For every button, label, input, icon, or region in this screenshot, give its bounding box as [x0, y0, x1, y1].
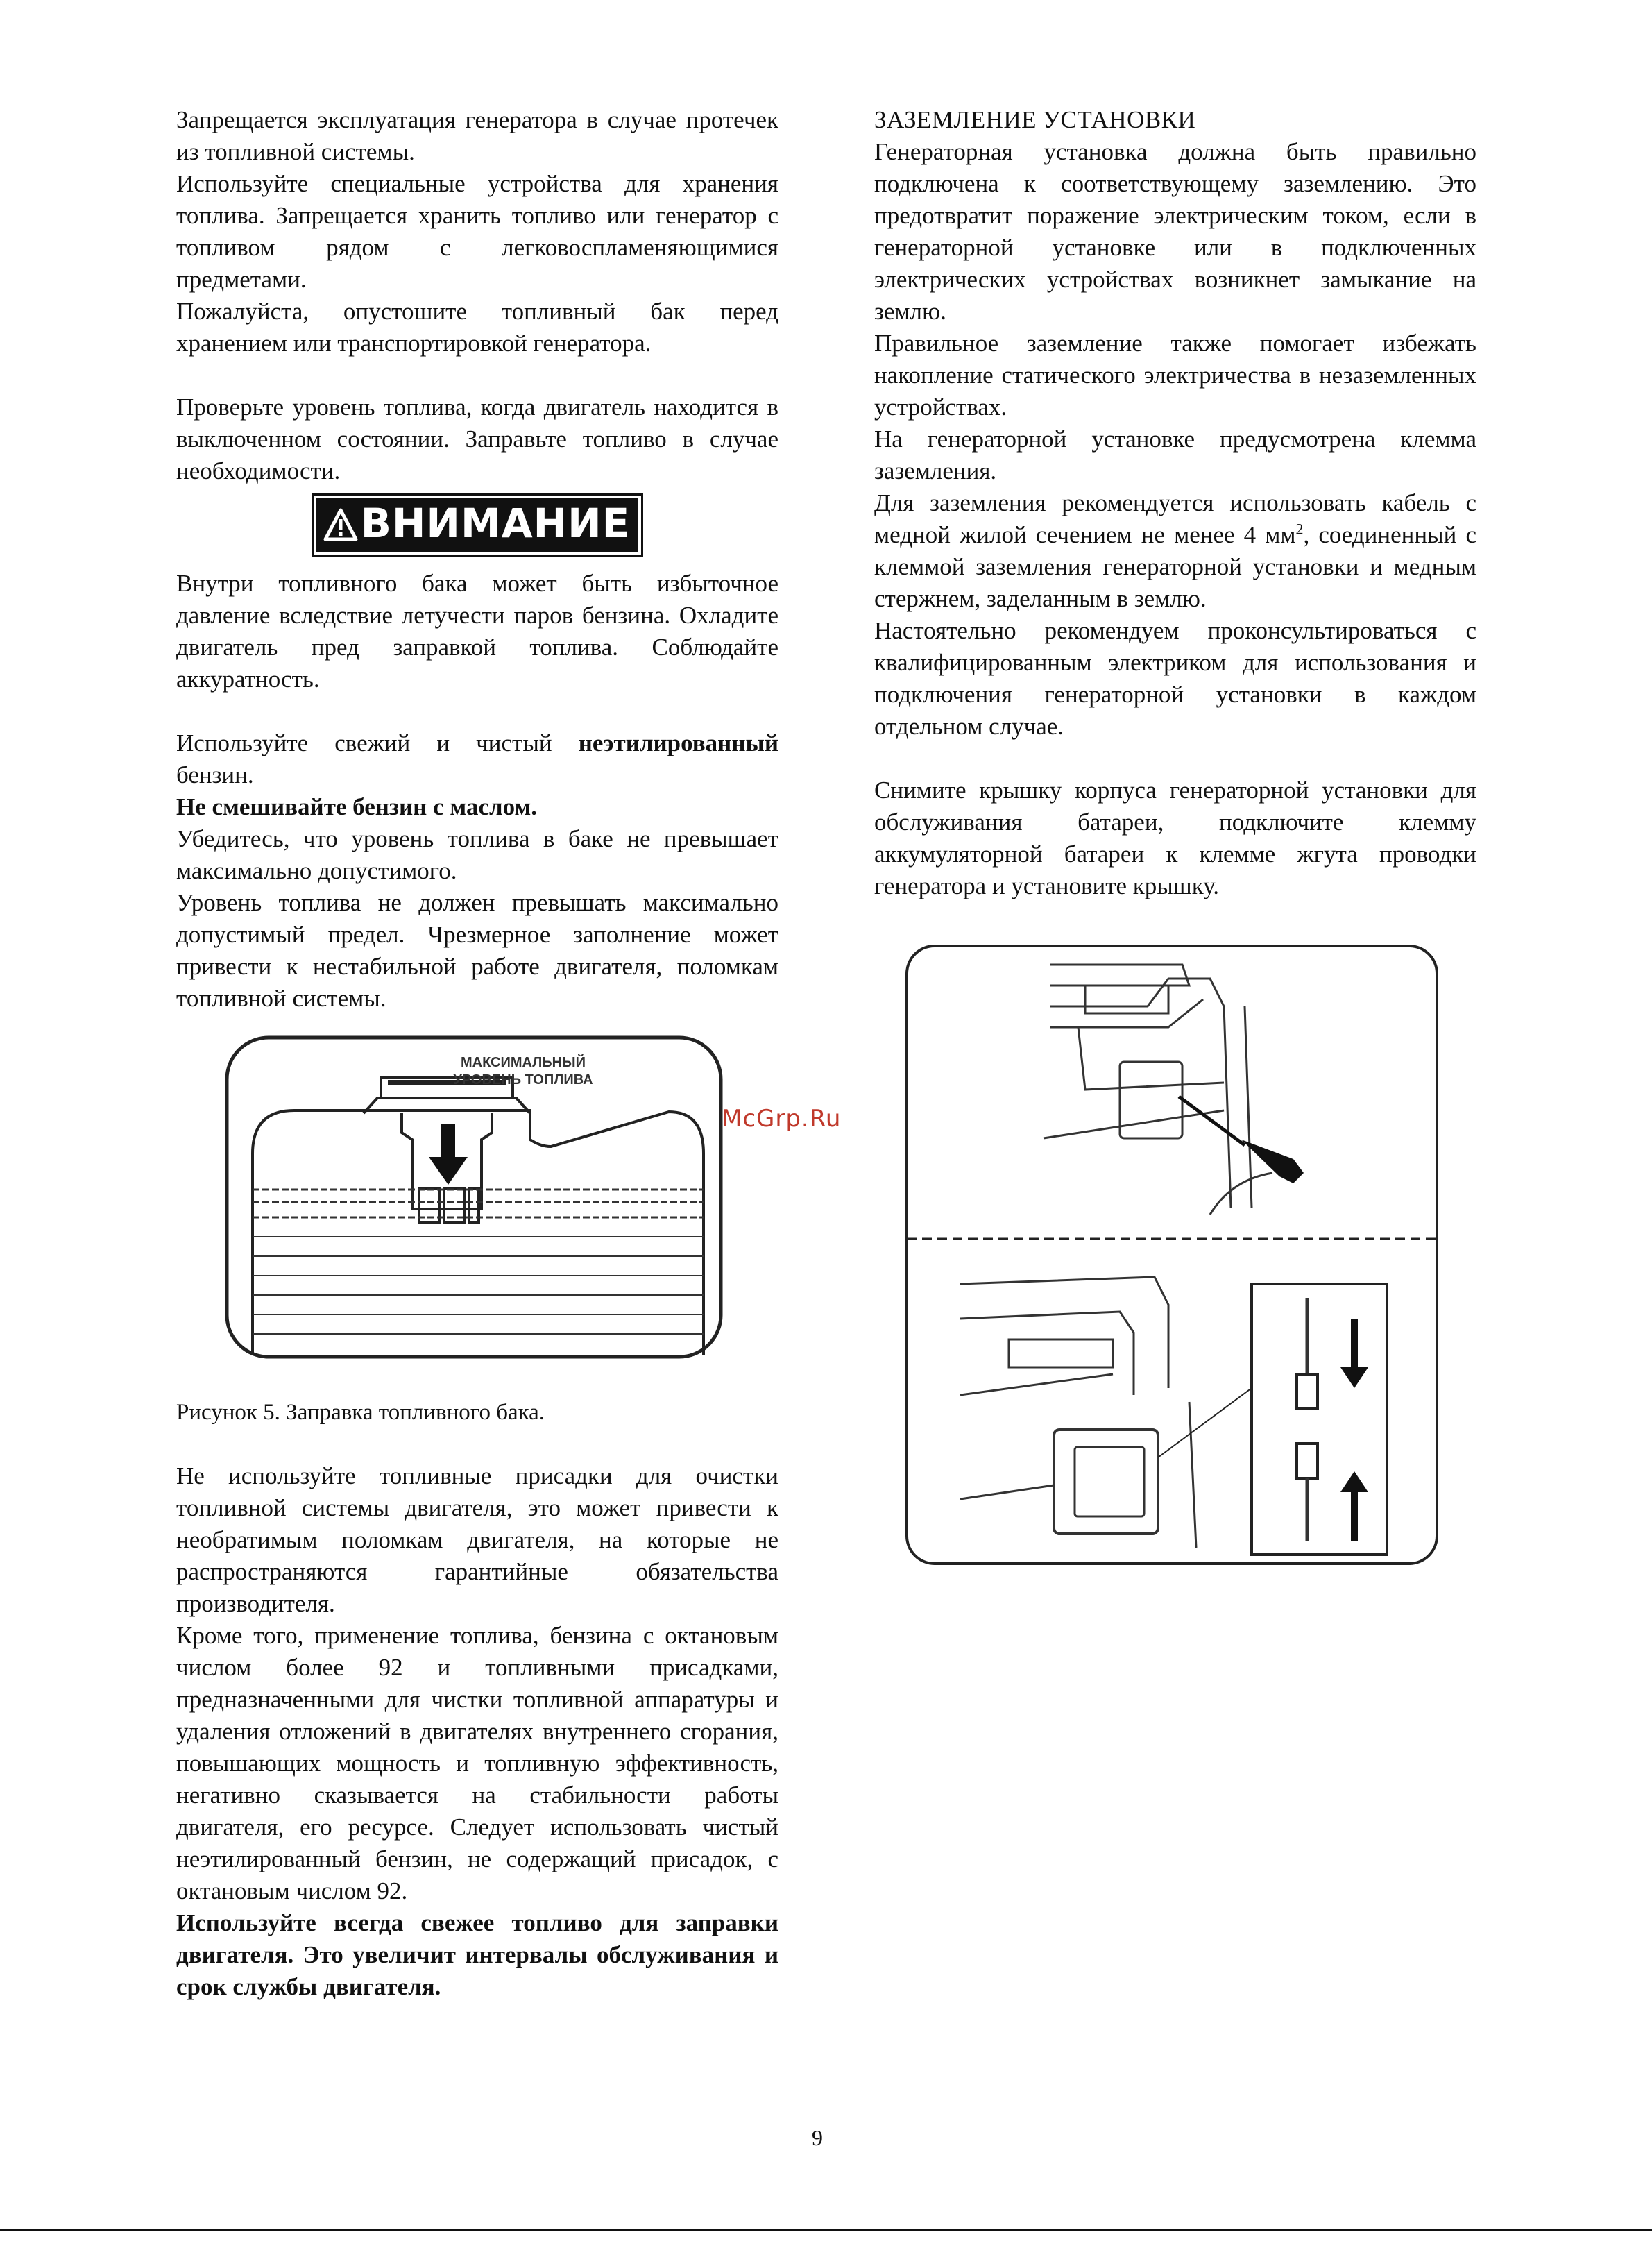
paragraph-overfill: Уровень топлива не должен превышать максимально допустимый предел. Чрезмерное заполнение может привести к нестабильной работе двигателя, поломкам топливной системы. [176, 889, 778, 1012]
paragraph-fresh-fuel: Используйте свежий и чистый неэтилированный бензин. [176, 729, 778, 788]
paragraph-level-max: Убедитесь, что уровень топлива в баке не превышает максимально допустимого. [176, 825, 778, 884]
paragraph-no-additives: Не используйте топливные присадки для очистки топливной системы двигателя, это может привести к необратимым поломкам двигателя, на которые не распространяются гарантийные обязательства производителя. [176, 1462, 778, 1617]
paragraph-fuel-leak: Запрещается эксплуатация генератора в случае протечек из топливной системы. [176, 106, 778, 165]
fuel-tank-illustration [225, 1035, 724, 1362]
paragraph-grounding: Генераторная установка должна быть правильно подключена к соответствующему заземлению. Это предотвратит поражение электрическим током, если в генераторной установке или в подключенных электрических устройствах возникнет замыкание на землю. [874, 138, 1476, 325]
section-title-grounding: ЗАЗЕМЛЕНИЕ УСТАНОВКИ [874, 106, 1196, 133]
figure-battery-connection [905, 944, 1439, 1568]
page-number: 9 [812, 2125, 823, 2150]
paragraph-static: Правильное заземление также помогает избежать накопление статического электричества в незаземленных устройствах. [874, 330, 1476, 421]
paragraph-fuel-storage: Используйте специальные устройства для хранения топлива. Запрещается хранить топливо или генератор с топливом рядом с легковоспламеняющимися предметами. [176, 170, 778, 293]
fig1-label-line2: УРОВЕНЬ ТОПЛИВА [453, 1072, 593, 1088]
figure-fuel-tank [176, 1035, 778, 1396]
paragraph-battery: Снимите крышку корпуса генераторной установки для обслуживания батареи, подключите клемму аккумуляторной батареи к клемме жгута проводки генератора и установите крышку. [874, 777, 1476, 899]
fig1-label-line1: МАКСИМАЛЬНЫЙ [460, 1055, 586, 1070]
paragraph-cable: Для заземления рекомендуется использовать кабель с медной жилой сечением не менее 4 $мм^2$, соединенный с клеммой заземления генераторной установки и медным стержнем, заделанным в землю. [874, 489, 1476, 612]
warning-label: ВНИМАНИЕ [360, 500, 631, 547]
paragraph-no-oil-mix: Не смешивайте бензин с маслом. [176, 793, 538, 820]
paragraph-tank-pressure: Внутри топливного бака может быть избыточное давление вследствие летучести паров бензина. Охладите двигатель пред заправкой топлива. Соблюдайте аккуратность. [176, 570, 778, 693]
bottom-divider [0, 2229, 1652, 2231]
right-column [874, 104, 1476, 1568]
watermark-text: McGrp.Ru [722, 1105, 842, 1133]
warning-banner [176, 498, 778, 552]
paragraph-octane: Кроме того, применение топлива, бензина с октановым числом более 92 и топливными присадками, предназначенными для чистки топливной аппаратуры и удаления отложений в двигателях внутреннего сгорания, повышающих мощность и топливную эффективность, негативно сказывается на стабильности работы двигателя, его ресурсе. Следует использовать чистый неэтилированный бензин, не содержащий присадок, с октановым числом 92. [176, 1622, 778, 1904]
paragraph-check-level: Проверьте уровень топлива, когда двигатель находится в выключенном состоянии. Заправьте топливо в случае необходимости. [176, 394, 778, 484]
figure-caption: Рисунок 5. Заправка топливного бака. [176, 1400, 545, 1425]
battery-connection-illustration [905, 944, 1439, 1568]
paragraph-consult: Настоятельно рекомендуем проконсультироваться с квалифицированным электриком для использования и подключения генераторной установки в каждом отдельном случае. [874, 617, 1476, 740]
paragraph-ground-terminal: На генераторной установке предусмотрена клемма заземления. [874, 425, 1476, 484]
warning-triangle-icon [323, 504, 358, 551]
paragraph-empty-tank: Пожалуйста, опустошите топливный бак перед хранением или транспортировкой генератора. [176, 298, 778, 357]
paragraph-always-fresh: Используйте всегда свежее топливо для заправки двигателя. Это увеличит интервалы обслуживания и срок службы двигателя. [176, 1909, 778, 2000]
left-column [176, 104, 778, 2003]
